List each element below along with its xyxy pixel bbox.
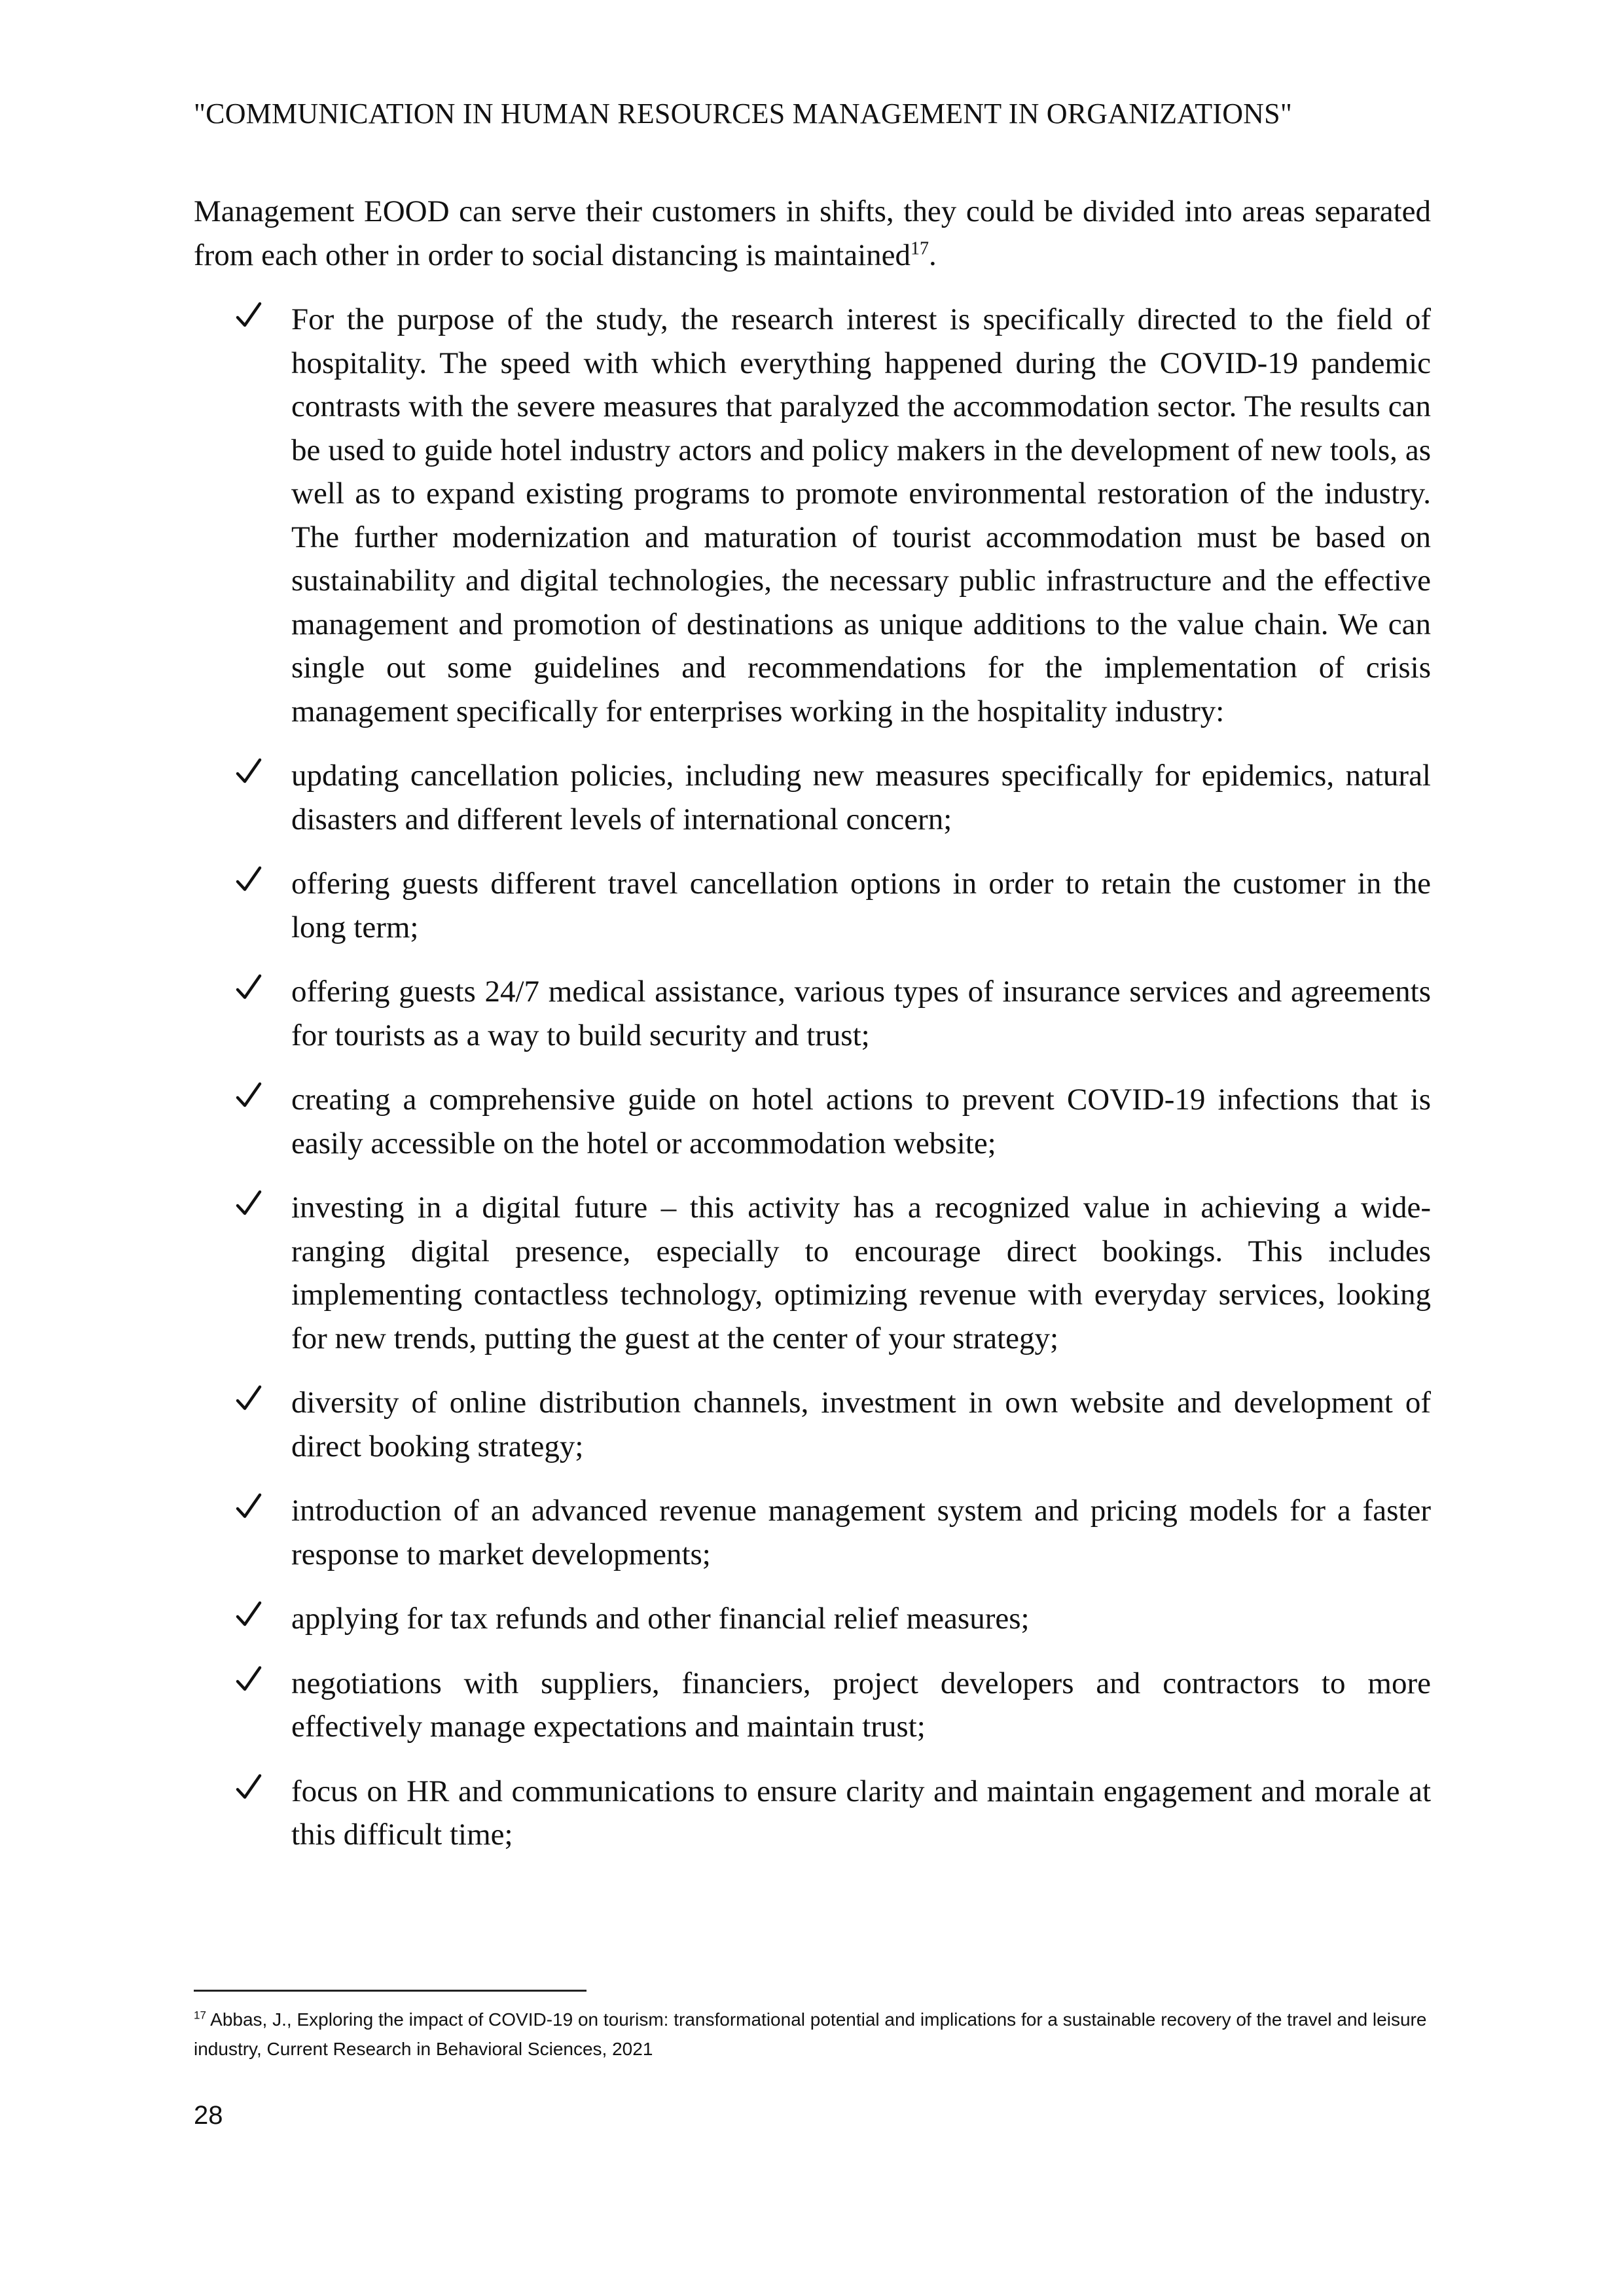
list-item bbox=[236, 1381, 1431, 1468]
intro-paragraph bbox=[194, 190, 1431, 278]
list-item bbox=[236, 970, 1431, 1057]
checkmark-icon bbox=[236, 1600, 262, 1628]
list-item bbox=[236, 754, 1431, 841]
checkmark-icon bbox=[236, 1492, 262, 1520]
intro-period: . bbox=[929, 238, 937, 272]
list-item bbox=[236, 1489, 1431, 1576]
list-item-text: negotiations with suppliers, financiers, project developers and contractors to more effectively manage expectations and maintain trust; bbox=[291, 1666, 1431, 1744]
list-item bbox=[236, 298, 1431, 733]
checkmark-icon bbox=[236, 1772, 262, 1801]
intro-text: Management EOOD can serve their customers in shifts, they could be divided into areas separated from each other in order to social distancing is maintained bbox=[194, 194, 1431, 272]
checkmark-icon bbox=[236, 865, 262, 893]
list-item-text: applying for tax refunds and other financial relief measures; bbox=[291, 1602, 1030, 1636]
footnote-divider bbox=[194, 1990, 586, 1992]
list-item-text: investing in a digital future – this activity has a recognized value in achieving a wide-ranging digital presence, especially to encourage direct bookings. This includes implementing contactless technology, optimizing revenue with everyday services, looking for new trends, putting the guest at the center of your strategy; bbox=[291, 1191, 1431, 1355]
checkmark-icon bbox=[236, 1189, 262, 1217]
list-item bbox=[236, 862, 1431, 949]
footnote bbox=[194, 2005, 1431, 2064]
list-item bbox=[236, 1078, 1431, 1165]
list-item bbox=[236, 1662, 1431, 1749]
checkmark-icon bbox=[236, 1384, 262, 1412]
list-item bbox=[236, 1186, 1431, 1360]
list-item-text: For the purpose of the study, the research interest is specifically directed to the field of hospitality. The speed with which everything happened during the COVID-19 pandemic contrasts with the severe measures that paralyzed the accommodation sector. The results can be used to guide hotel industry actors and policy makers in the development of new tools, as well as to expand existing programs to promote environmental restoration of the industry. The further modernization and maturation of tourist accommodation must be based on sustainability and digital technologies, the necessary public infrastructure and the effective management and promotion of destinations as unique additions to the value chain. We can single out some guidelines and recommendations for the implementation of crisis management specifically for enterprises working in the hospitality industry: bbox=[291, 302, 1431, 728]
list-item-text: introduction of an advanced revenue management system and pricing models for a faster response to market developments; bbox=[291, 1494, 1431, 1571]
list-item-text: offering guests different travel cancellation options in order to retain the customer in the long term; bbox=[291, 867, 1431, 944]
list-item-text: creating a comprehensive guide on hotel actions to prevent COVID-19 infections that is easily accessible on the hotel or accommodation website; bbox=[291, 1083, 1431, 1160]
running-header: "COMMUNICATION IN HUMAN RESOURCES MANAGEMENT IN ORGANIZATIONS" bbox=[194, 98, 1292, 130]
list-item-text: diversity of online distribution channels, investment in own website and development of direct booking strategy; bbox=[291, 1386, 1431, 1463]
footnote-number: 17 bbox=[194, 2009, 206, 2022]
list-item bbox=[236, 1597, 1431, 1641]
list-item-text: updating cancellation policies, including new measures specifically for epidemics, natural disasters and different levels of international concern; bbox=[291, 759, 1431, 836]
footnote-reference[interactable]: 17 bbox=[911, 238, 929, 259]
checkmark-icon bbox=[236, 973, 262, 1001]
checkmark-icon bbox=[236, 1081, 262, 1109]
guidelines-list bbox=[236, 298, 1431, 1878]
checkmark-icon bbox=[236, 757, 262, 785]
list-item-text: offering guests 24/7 medical assistance, various types of insurance services and agreements for tourists as a way to build security and trust; bbox=[291, 975, 1431, 1052]
list-item-text: focus on HR and communications to ensure clarity and maintain engagement and morale at this difficult time; bbox=[291, 1774, 1431, 1852]
page-number: 28 bbox=[194, 2101, 223, 2130]
footnote-text: Abbas, J., Exploring the impact of COVID-19 on tourism: transformational potential and implications for a sustainable recovery of the travel and leisure industry, Current Research in Behavioral Sciences, 2021 bbox=[194, 2009, 1427, 2059]
checkmark-icon bbox=[236, 1664, 262, 1693]
list-item bbox=[236, 1770, 1431, 1857]
checkmark-icon bbox=[236, 300, 262, 329]
